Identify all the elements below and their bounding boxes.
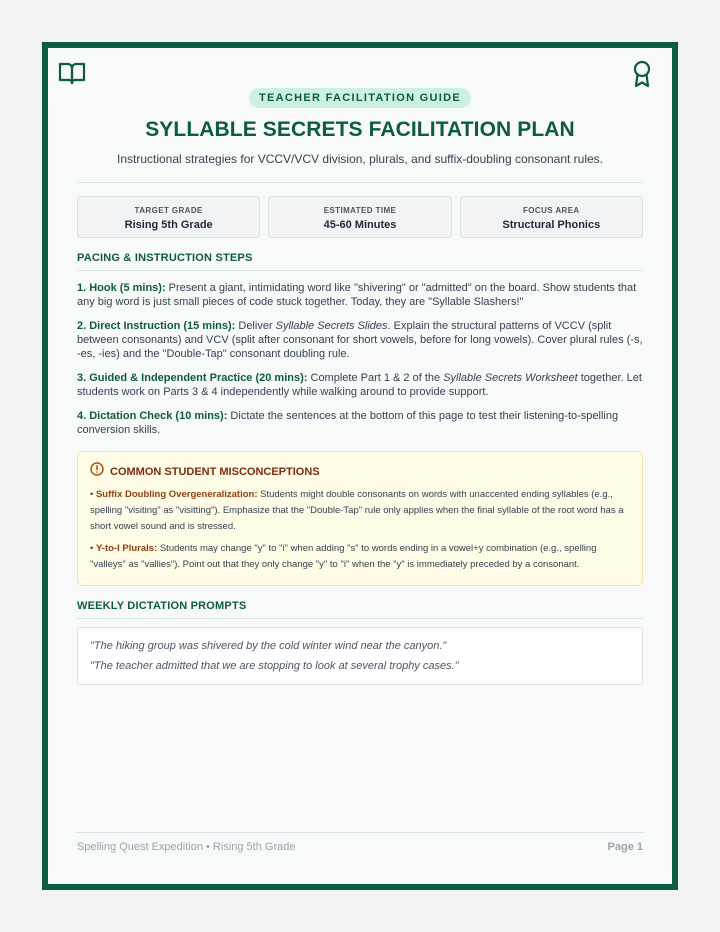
page-footer (77, 832, 643, 853)
dictation-prompt: "The hiking group was shivered by the cold winter wind near the canyon." (90, 640, 447, 652)
step-text: Deliver (235, 320, 276, 332)
stat-value: Rising 5th Grade (124, 219, 213, 231)
dictation-prompts (77, 627, 643, 685)
step-hook (77, 281, 643, 309)
misconception-item: • Suffix Doubling Overgeneralization: Students might double consonants on words with unaccented ending syllables (e.g., spelling "visiting" as "visitting"). Emphasize that the "Double-Tap" rule only applies when the final syllable of the root word has a short vowel sound and is stressed. (90, 489, 624, 532)
open-book-icon (58, 60, 86, 91)
misconception-label: Y-to-I Plurals: (95, 543, 158, 554)
overview-stats (77, 196, 643, 238)
step-label: 4. Dictation Check (10 mins): (77, 410, 228, 422)
pacing-heading: PACING & INSTRUCTION STEPS (77, 252, 643, 271)
stat-value: 45-60 Minutes (323, 219, 397, 231)
stat-label: TARGET GRADE (134, 206, 203, 215)
stat-estimated-time (268, 196, 451, 238)
step-label: 3. Guided & Independent Practice (20 mins): (77, 372, 308, 384)
stat-label: ESTIMATED TIME (323, 206, 397, 215)
step-dictation-check (77, 409, 643, 437)
step-text: Complete Part 1 & 2 of the (307, 372, 444, 384)
step-label: 2. Direct Instruction (15 mins): (77, 320, 236, 332)
step-text: . Explain the structural patterns of VCCV (split between consonants) and VCV (split after consonant for short vowels, before for long vowels). Cover plural rules (-s, -es, -ies) and the "Double-Tap" consonant doubling rule. (77, 320, 643, 360)
misconceptions-heading: COMMON STUDENT MISCONCEPTIONS (110, 465, 320, 478)
step-guided-practice (77, 371, 643, 399)
warning-circle-icon (90, 462, 104, 481)
step-text: Dictate the sentences at the bottom of this page to test their listening-to-spelling conversion skills. (77, 410, 619, 436)
misconception-text: Students might double consonants on words with unaccented ending syllables (e.g., spelling "visiting" as "visitting"). Emphasize that the "Double-Tap" rule only applies when the final syllable of the root word has a short vowel sound and is stressed. (90, 489, 624, 532)
stat-focus-area (460, 196, 643, 238)
misconception-item: • Y-to-I Plurals: Students may change "y" to "i" when adding "s" to words ending in a vowel+y combination (e.g., spelling "valleys" as "vallies"). Point out that they only change "y" to "i" when the "y" is immediately preceded by a consonant. (90, 543, 597, 570)
page-subtitle: Instructional strategies for VCCV/VCV division, plurals, and suffix-doubling consonant rules. (116, 152, 604, 166)
step-direct-instruction (77, 319, 643, 361)
pacing-steps (77, 281, 643, 437)
dictation-prompt: "The teacher admitted that we are stopping to look at several trophy cases." (90, 660, 459, 672)
page-number: Page 1 (607, 841, 643, 853)
guide-type-badge: TEACHER FACILITATION GUIDE (249, 88, 471, 108)
step-text: together. Let students work on Parts 3 & 4 independently while walking around to provide support. (77, 372, 642, 398)
misconception-label: Suffix Doubling Overgeneralization: (95, 489, 258, 500)
guide-page (42, 42, 678, 890)
stat-label: FOCUS AREA (523, 206, 580, 215)
page-title: SYLLABLE SECRETS FACILITATION PLAN (145, 118, 575, 141)
worksheet-title: Syllable Secrets Worksheet (443, 372, 578, 384)
stat-value: Structural Phonics (502, 219, 601, 231)
step-label: 1. Hook (5 mins): (77, 282, 166, 294)
dictation-heading: WEEKLY DICTATION PROMPTS (77, 600, 643, 619)
page-content (77, 88, 643, 685)
misconception-text: Students may change "y" to "i" when adding "s" to words ending in a vowel+y combination (e.g., spelling "valleys" as "vallies"). Point out that they only change "y" to "i" when the "y" is immediately preceded by a consonant. (90, 543, 597, 570)
header-divider (77, 182, 643, 183)
stat-target-grade (77, 196, 260, 238)
misconceptions-callout (77, 451, 643, 586)
step-text: Present a giant, intimidating word like "shivering" or "admitted" on the board. Show students that any big word is just small pieces of code stuck together. Today, they are "Syllable Slashers!" (77, 282, 637, 308)
slides-title: Syllable Secrets Slides (275, 320, 388, 332)
footer-course-label: Spelling Quest Expedition • Rising 5th Grade (77, 841, 296, 853)
